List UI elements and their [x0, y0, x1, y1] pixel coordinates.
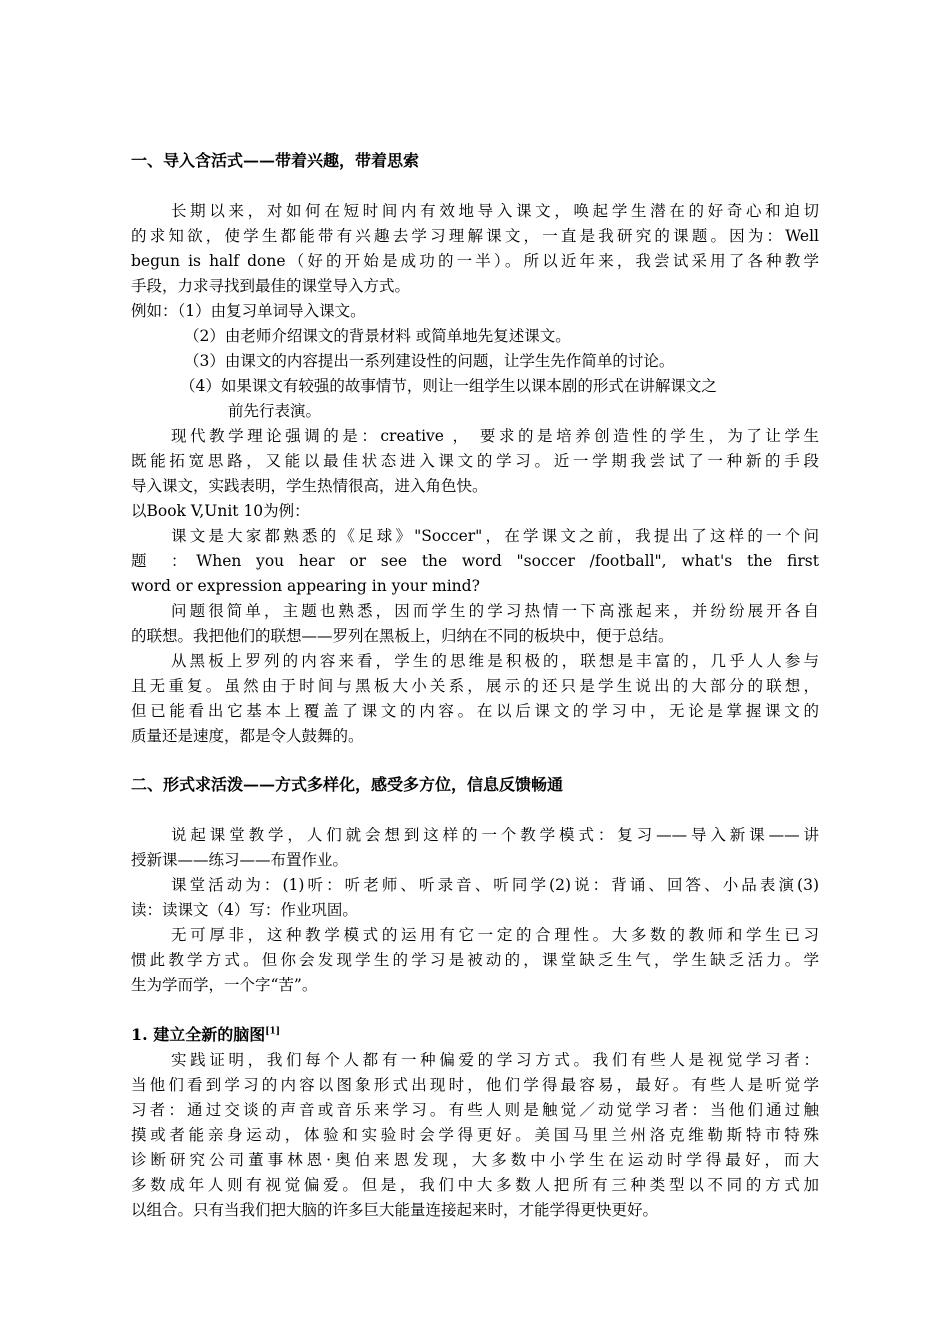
- section1-p3-line3: word or expression appearing in your mind?: [131, 577, 480, 595]
- example-lead: 例如：（1）由复习单词导入课文。: [131, 302, 366, 320]
- section1-heading: 一、导入含活式——带着兴趣，带着思索: [131, 151, 420, 170]
- section1-p5-line1: 从黑板上罗列的内容来看，学生的思维是积极的，联想是丰富的，几乎人人参与: [171, 652, 819, 670]
- section2-p3-line3: 生为学而学，一个字“苦”。: [131, 976, 318, 994]
- subsection1-p1-line1: 实践证明，我们每个人都有一种偏爱的学习方式。我们有些人是视觉学习者：: [171, 1051, 819, 1069]
- section1-p4-line1: 问题很简单，主题也熟悉，因而学生的学习热情一下高涨起来，并纷纷展开各自: [171, 602, 819, 620]
- section1-p5-line4: 质量还是速度，都是令人鼓舞的。: [131, 727, 364, 745]
- section1-p5-line2: 且无重复。虽然由于时间与黑板大小关系，展示的还只是学生说出的大部分的联想，: [131, 677, 819, 695]
- example-item-4-cont: 前先行表演。: [228, 402, 322, 420]
- section1-p1-line1: 长期以来，对如何在短时间内有效地导入课文，唤起学生潜在的好奇心和迫切: [171, 202, 819, 220]
- example-item-4: （4）如果课文有较强的故事情节，则让一组学生以课本剧的形式在讲解课文之: [180, 377, 717, 395]
- section1-p3-line1: 课文是大家都熟悉的《足球》"Soccer"，在学课文之前，我提出了这样的一个问: [171, 527, 819, 545]
- section2-p3-line2: 惯此教学方式。但你会发现学生的学习是被动的，课堂缺乏生气，学生缺乏活力。学: [131, 951, 819, 969]
- section2-p1-line2: 授新课——练习——布置作业。: [131, 851, 349, 869]
- subsection1-p1-line2: 当他们看到学习的内容以图象形式出现时，他们学得最容易，最好。有些人是听觉学: [131, 1076, 819, 1094]
- subsection1-heading: [131, 1023, 280, 1047]
- section1-p1-line4: 手段，力求寻找到最佳的课堂导入方式。: [131, 277, 411, 295]
- section1-p1-line3: begun is half done（好的开始是成功的一半）。所以近年来，我尝试采用了各种教学: [131, 252, 819, 270]
- example-item-2: （2）由老师介绍课文的背景材料 或简单地先复述课文。: [184, 327, 571, 345]
- section2-p2-line1: 课堂活动为：(1)听：听老师、听录音、听同学(2)说：背诵、回答、小品表演(3): [171, 876, 819, 894]
- section2-p1-line1: 说起课堂教学，人们就会想到这样的一个教学模式：复习——导入新课——讲: [171, 826, 819, 844]
- section1-p2-line3: 导入课文，实践表明，学生热情很高，进入角色快。: [131, 477, 488, 495]
- section2-heading: 二、形式求活泼——方式多样化，感受多方位，信息反馈畅通: [131, 775, 564, 794]
- section1-p3-line2: 题 ：When you hear or see the word "soccer /football", what's the first: [131, 552, 819, 570]
- example-item-3: （3）由课文的内容提出一系列建设性的问题，让学生先作简单的讨论。: [184, 352, 675, 370]
- subsection1-p1-line3: 习者：通过交谈的声音或音乐来学习。有些人则是触觉／动觉学习者：当他们通过触: [131, 1101, 819, 1119]
- section2-p2-line2: 读：读课文（4）写：作业巩固。: [131, 901, 358, 919]
- section1-p2-line2: 既能拓宽思路，又能以最佳状态进入课文的学习。近一学期我尝试了一种新的手段: [131, 452, 819, 470]
- subsection1-title: 1. 建立全新的脑图: [131, 1025, 266, 1044]
- section1-p1-line2: 的求知欲，使学生都能带有兴趣去学习理解课文，一直是我研究的课题。因为：Well: [131, 227, 819, 245]
- section2-p3-line1: 无可厚非，这种教学模式的运用有它一定的合理性。大多数的教师和学生已习: [171, 926, 819, 944]
- subsection1-p1-line7: 以组合。只有当我们把大脑的许多巨大能量连接起来时，才能学得更快更好。: [131, 1201, 659, 1219]
- section1-p5-line3: 但已能看出它基本上覆盖了课文的内容。在以后课文的学习中，无论是掌握课文的: [131, 702, 819, 720]
- subsection1-p1-line6: 多数成年人则有视觉偏爱。但是，我们中大多数人把所有三种类型以不同的方式加: [131, 1176, 819, 1194]
- footnote-ref[interactable]: [1]: [265, 1026, 281, 1037]
- section1-p4-line2: 的联想。我把他们的联想——罗列在黑板上，归纳在不同的板块中，便于总结。: [131, 627, 674, 645]
- subsection1-p1-line4: 摸或者能亲身运动，体验和实验时会学得更好。美国马里兰州洛克维勒斯特市特殊: [131, 1126, 819, 1144]
- book-line: 以Book V,Unit 10为例：: [131, 502, 310, 520]
- subsection1-p1-line5: 诊断研究公司董事林恩·奥伯来恩发现，大多数中小学生在运动时学得最好，而大: [131, 1151, 819, 1169]
- section1-p2-line1: 现代教学理论强调的是：creative ， 要求的是培养创造性的学生，为了让学生: [171, 427, 819, 445]
